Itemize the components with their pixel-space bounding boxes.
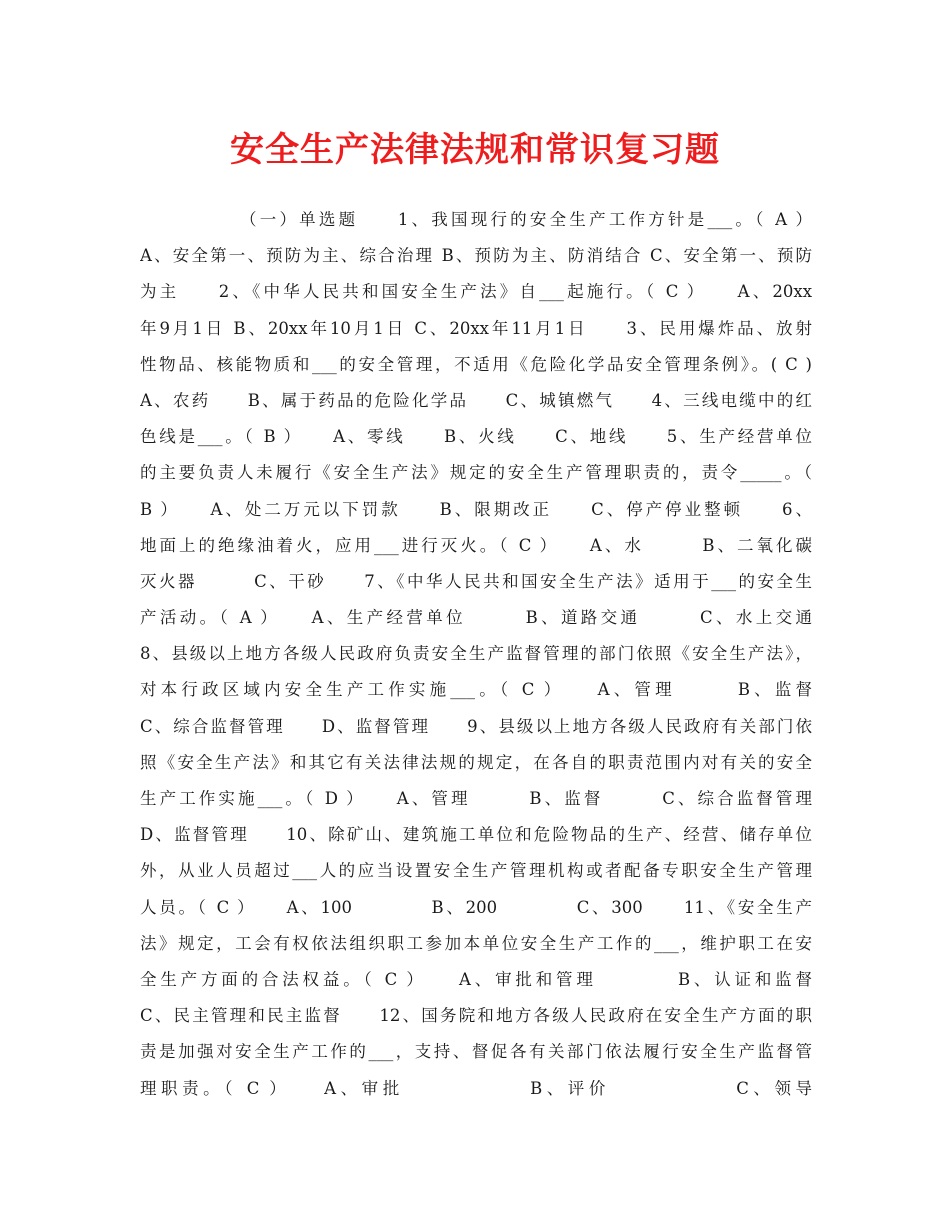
text-line: 性物品、核能物质和___的安全管理，不适用《危险化学品安全管理条例》。( C ) xyxy=(140,354,812,374)
document-body xyxy=(140,202,812,1107)
document-title: 安全生产法律法规和常识复习题 xyxy=(230,130,720,170)
text-line: 人员。（ C ） A、100 B、200 C、300 11、《安全生产 xyxy=(140,897,812,917)
text-line: 为主 2、《中华人民共和国安全生产法》自___起施行。（ C ） A、20xx xyxy=(140,282,812,302)
text-line: 对本行政区域内安全生产工作实施___。（ C ） A、管理 B、监督 xyxy=(140,680,812,700)
text-line: 理职责。（ C ） A、审批 B、评价 C、领导 xyxy=(140,1078,812,1098)
text-line: 的主要负责人未履行《安全生产法》规定的安全生产管理职责的，责令_____。（ xyxy=(140,463,812,483)
text-line: 产活动。（ A ） A、生产经营单位 B、道路交通 C、水上交通 xyxy=(140,608,812,628)
text-line: C、民主管理和民主监督 12、国务院和地方各级人民政府在安全生产方面的职 xyxy=(140,1006,812,1026)
text-line: 法》规定，工会有权依法组织职工参加本单位安全生产工作的___，维护职工在安 xyxy=(140,933,812,953)
text-line: B ） A、处二万元以下罚款 B、限期改正 C、停产停业整顿 6、 xyxy=(140,499,812,519)
text-line: A、农药 B、属于药品的危险化学品 C、城镇燃气 4、三线电缆中的红 xyxy=(140,390,812,410)
text-line: 全生产方面的合法权益。（ C ） A、审批和管理 B、认证和监督 xyxy=(140,969,812,989)
text-line: 灭火器 C、干砂 7、《中华人民共和国安全生产法》适用于___的安全生 xyxy=(140,571,812,591)
text-line: 地面上的绝缘油着火，应用___进行灭火。（ C ） A、水 B、二氧化碳 xyxy=(140,535,812,555)
text-line: C、综合监督管理 D、监督管理 9、县级以上地方各级人民政府有关部门依 xyxy=(140,716,812,736)
text-line: D、监督管理 10、除矿山、建筑施工单位和危险物品的生产、经营、储存单位 xyxy=(140,825,812,845)
text-line: 8、县级以上地方各级人民政府负责安全生产监督管理的部门依照《安全生产法》， xyxy=(140,644,812,664)
text-line: 外，从业人员超过___人的应当设置安全生产管理机构或者配备专职安全生产管理 xyxy=(140,861,812,881)
text-line: A、安全第一、预防为主、综合治理 B、预防为主、防消结合 C、安全第一、预防 xyxy=(140,246,812,266)
text-line: 照《安全生产法》和其它有关法律法规的规定，在各自的职责范围内对有关的安全 xyxy=(140,752,812,772)
text-line: 色线是___。（ B ） A、零线 B、火线 C、地线 5、生产经营单位 xyxy=(140,427,812,447)
text-line: （一）单选题 1、我国现行的安全生产工作方针是___。（ A ） xyxy=(240,210,812,229)
text-line: 责是加强对安全生产工作的___，支持、督促各有关部门依法履行安全生产监督管 xyxy=(140,1042,812,1062)
text-line: 生产工作实施___。（ D ） A、管理 B、监督 C、综合监督管理 xyxy=(140,789,812,808)
text-line: 年9月1日 B、20xx年10月1日 C、20xx年11月1日 3、民用爆炸品、放射 xyxy=(140,318,812,338)
